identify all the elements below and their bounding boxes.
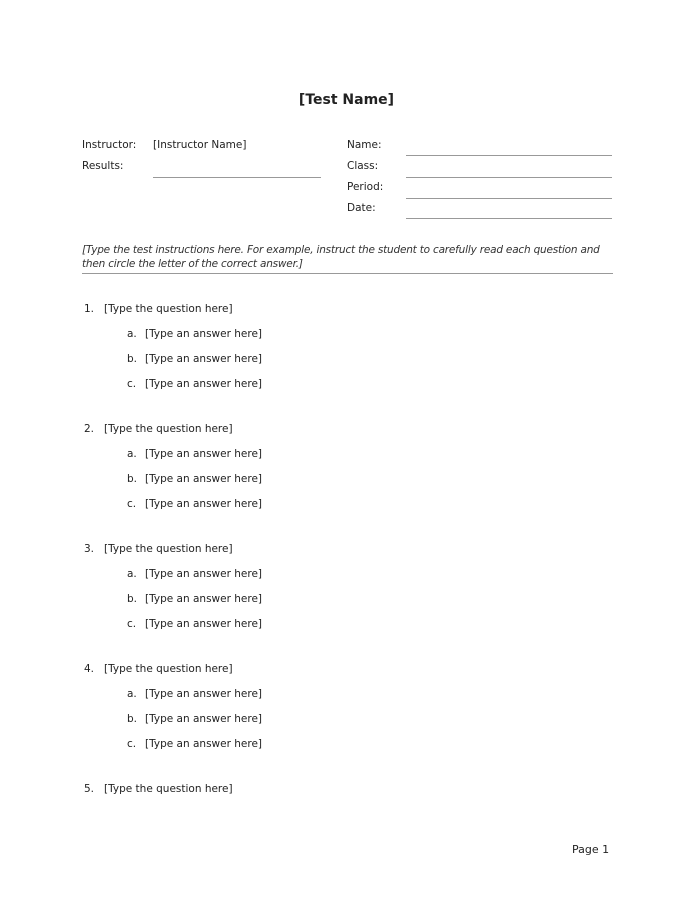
answer-letter: a. xyxy=(127,328,137,340)
answer-letter: c. xyxy=(127,738,137,750)
test-title[interactable]: [Test Name] xyxy=(298,92,395,108)
question-text[interactable]: [Type the question here] xyxy=(104,783,233,795)
instructor-name[interactable]: [Instructor Name] xyxy=(153,139,247,151)
page-number: Page 1 xyxy=(572,843,610,856)
period-label: Period: xyxy=(347,181,384,193)
answer-text[interactable]: [Type an answer here] xyxy=(145,713,262,725)
answer-letter: b. xyxy=(127,473,138,485)
answer-text[interactable]: [Type an answer here] xyxy=(145,568,262,580)
answer-letter: b. xyxy=(127,593,138,605)
name-label: Name: xyxy=(347,139,382,151)
answer-text[interactable]: [Type an answer here] xyxy=(145,353,262,365)
answer-text[interactable]: [Type an answer here] xyxy=(145,498,262,510)
class-field[interactable] xyxy=(406,177,612,178)
answer-text[interactable]: [Type an answer here] xyxy=(145,688,262,700)
answer-text[interactable]: [Type an answer here] xyxy=(145,378,262,390)
answer-letter: a. xyxy=(127,568,137,580)
question-number: 1. xyxy=(84,303,95,315)
answer-letter: a. xyxy=(127,688,137,700)
answer-text[interactable]: [Type an answer here] xyxy=(145,448,262,460)
question-text[interactable]: [Type the question here] xyxy=(104,303,233,315)
answer-letter: a. xyxy=(127,448,137,460)
question-number: 2. xyxy=(84,423,95,435)
question-text[interactable]: [Type the question here] xyxy=(104,423,233,435)
date-field[interactable] xyxy=(406,218,612,219)
results-field[interactable] xyxy=(153,177,321,178)
question-text[interactable]: [Type the question here] xyxy=(104,663,233,675)
answer-text[interactable]: [Type an answer here] xyxy=(145,738,262,750)
answer-text[interactable]: [Type an answer here] xyxy=(145,473,262,485)
question-number: 3. xyxy=(84,543,95,555)
question-number: 4. xyxy=(84,663,95,675)
instructions-divider xyxy=(82,273,613,274)
answer-letter: c. xyxy=(127,378,137,390)
period-field[interactable] xyxy=(406,198,612,199)
class-label: Class: xyxy=(347,160,379,172)
question-number: 5. xyxy=(84,783,95,795)
date-label: Date: xyxy=(347,202,376,214)
answer-text[interactable]: [Type an answer here] xyxy=(145,593,262,605)
name-field[interactable] xyxy=(406,155,612,156)
answer-text[interactable]: [Type an answer here] xyxy=(145,618,262,630)
question-text[interactable]: [Type the question here] xyxy=(104,543,233,555)
answer-letter: c. xyxy=(127,618,137,630)
results-label: Results: xyxy=(82,160,124,172)
answer-letter: b. xyxy=(127,713,138,725)
answer-text[interactable]: [Type an answer here] xyxy=(145,328,262,340)
instructor-label: Instructor: xyxy=(82,139,137,151)
answer-letter: b. xyxy=(127,353,138,365)
test-instructions[interactable]: [Type the test instructions here. For example, instruct the student to carefully read each question and then circle the letter of the correct answer.] xyxy=(82,244,600,270)
answer-letter: c. xyxy=(127,498,137,510)
